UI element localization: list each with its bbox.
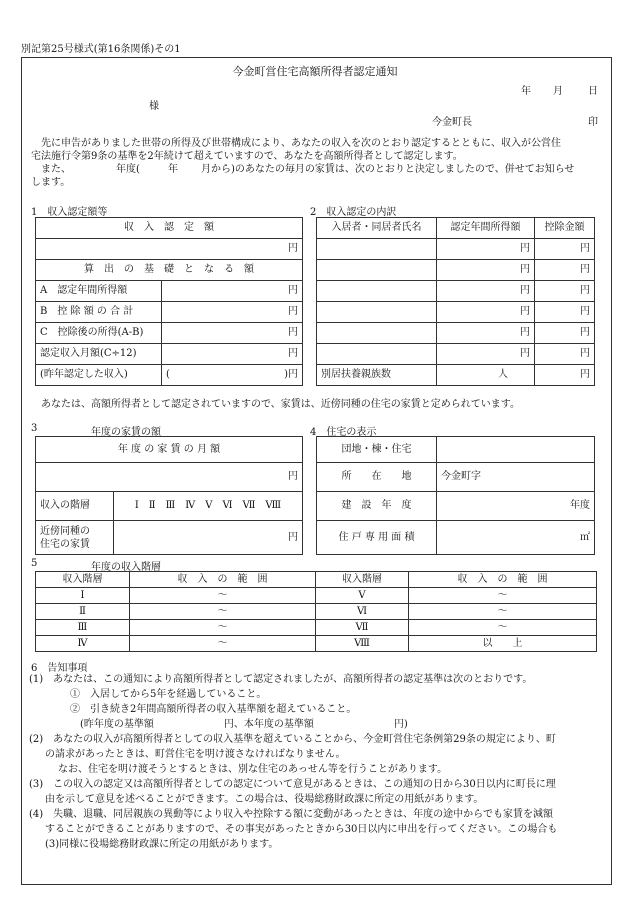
separate-dependents-count: 人 [437, 365, 535, 386]
range-cell: ～ [409, 588, 597, 604]
date-year: 年 [521, 86, 531, 97]
breakdown-deduction: 円 [535, 281, 595, 302]
intro-line-2: 宅法施行令第9条の基準を2年続けて超えていますので、あなたを高額所得者として認定します。 [31, 151, 463, 162]
notice-3-a: (3) この収入の認定又は高額所得者としての認定について意見があるときは、この通知の日から30日以内に町長に理 [29, 779, 556, 790]
income-certification-table [35, 217, 303, 386]
intro-line-3c: 年 [168, 164, 178, 175]
prev-close-paren: )円 [284, 369, 298, 380]
income-total-cell: 円 [36, 239, 303, 260]
breakdown-income: 円 [437, 260, 535, 281]
built-year-value: 年度 [437, 492, 595, 521]
intro-line-3a: また、 [41, 164, 71, 175]
class-cell: Ⅲ [36, 620, 130, 636]
class-cell: Ⅱ [36, 604, 130, 620]
intro-line-1: 先に申告がありました世帯の所得及び世帯構成により、あなたの収入を次のとおり認定するとともに、収入が公営住 [41, 138, 561, 149]
separate-dependents-label: 別居扶養親族数 [317, 365, 437, 386]
class-header-left: 収入階層 [36, 572, 130, 588]
col-deduction-header: 控除金額 [535, 218, 595, 239]
section-6-title: 6 告知事項 [31, 663, 88, 674]
breakdown-name [317, 323, 437, 344]
income-class-table [35, 571, 597, 652]
notice-3-b: 由を示して意見を述べることができます。この場合は、役場総務財政課に所定の用紙があります。 [45, 794, 484, 805]
range-header-left: 収 入 の 範 囲 [130, 572, 316, 588]
notice-4-a: (4) 失職、退職、同居親族の異動等により収入や控除する額に変動があったときは、年度の途中からでも家賃を減額 [29, 809, 553, 820]
section-5-number: 5 [31, 558, 38, 569]
range-header-right: 収 入 の 範 囲 [409, 572, 597, 588]
class-header-right: 収入階層 [316, 572, 409, 588]
seal-mark: 印 [588, 117, 598, 128]
location-label: 所 在 地 [317, 463, 437, 492]
notice-1: (1) あなたは、この通知により高額所得者として認定されましたが、高額所得者の認定基準は次のとおりです。 [29, 674, 533, 685]
section-4-title: 4 住宅の表示 [310, 427, 377, 438]
complex-label: 団地・棟・住宅 [317, 437, 437, 463]
high-income-notice: あなたは、高額所得者として認定されていますので、家賃は、近傍同種の住宅の家賃と定められています。 [41, 399, 520, 410]
section-3-number: 3 [31, 423, 38, 434]
class-cell: Ⅴ [316, 588, 409, 604]
issuer-name: 今金町長 [432, 117, 472, 128]
breakdown-deduction: 円 [535, 344, 595, 365]
breakdown-deduction: 円 [535, 260, 595, 281]
range-cell: ～ [130, 604, 316, 620]
range-cell: 以 上 [409, 636, 597, 652]
nearby-rent-line-1: 近傍同種の [40, 525, 90, 537]
income-class-options: Ⅰ Ⅱ Ⅲ Ⅳ Ⅴ Ⅵ Ⅶ Ⅷ [114, 492, 303, 521]
date-day: 日 [588, 86, 598, 97]
nearby-rent-label [36, 521, 114, 555]
notice-1-a: ① 入居してから5年を経過していること。 [70, 689, 267, 700]
rent-amount-table [35, 436, 303, 555]
rent-monthly-value: 円 [36, 463, 303, 492]
range-cell: ～ [130, 636, 316, 652]
notice-4-b: することができることがありますので、その事実があったときから30日以内に申出を行ってください。この場合も [45, 824, 558, 835]
breakdown-income: 円 [437, 239, 535, 260]
row-c-value: 円 [162, 323, 303, 344]
row-prev-value [162, 365, 303, 386]
breakdown-name [317, 260, 437, 281]
breakdown-name [317, 302, 437, 323]
section-2-title: 2 収入認定の内訳 [310, 207, 397, 218]
class-cell: Ⅶ [316, 620, 409, 636]
basis-header: 算 出 の 基 礎 と な る 額 [36, 260, 303, 281]
row-c-label: C 控除後の所得(A-B) [36, 323, 162, 344]
built-year-label: 建 設 年 度 [317, 492, 437, 521]
breakdown-name [317, 281, 437, 302]
class-cell: Ⅰ [36, 588, 130, 604]
breakdown-income: 円 [437, 281, 535, 302]
breakdown-income: 円 [437, 344, 535, 365]
breakdown-income: 円 [437, 323, 535, 344]
floor-area-value: ㎡ [437, 521, 595, 555]
income-class-label: 収入の階層 [36, 492, 114, 521]
class-cell: Ⅵ [316, 604, 409, 620]
row-b-label: B 控 除 額 の 合 計 [36, 302, 162, 323]
notice-1-b: ② 引き続き2年間高額所得者の収入基準額を超えていること。 [70, 704, 357, 715]
intro-line-3d: 月から)のあなたの毎月の家賃は、次のとおりと決定しましたので、併せてお知らせ [201, 164, 575, 175]
notice-2-c: なお、住宅を明け渡そうとするときは、別な住宅のあっせん等を行うことがあります。 [58, 764, 448, 775]
col-income-header: 認定年間所得額 [437, 218, 535, 239]
intro-line-3b: 年度( [116, 164, 140, 175]
range-cell: ～ [409, 620, 597, 636]
col-name-header: 入居者・同居者氏名 [317, 218, 437, 239]
breakdown-deduction: 円 [535, 323, 595, 344]
section-3-title: 年度の家賃の額 [91, 427, 161, 438]
class-cell: Ⅳ [36, 636, 130, 652]
notice-2-a: (2) あなたの収入が高額所得者としての収入基準を超えていることから、今金町営住宅条例第29条の規定により、町 [29, 734, 556, 745]
range-cell: ～ [130, 588, 316, 604]
recipient-suffix: 様 [149, 101, 159, 112]
row-b-value: 円 [162, 302, 303, 323]
income-breakdown-table [316, 217, 595, 386]
prev-open-paren: ( [166, 369, 170, 380]
intro-line-4: します。 [31, 177, 71, 188]
housing-info-table [316, 436, 595, 555]
range-cell: ～ [409, 604, 597, 620]
class-cell: Ⅷ [316, 636, 409, 652]
form-id: 別記第25号様式(第16条関係)その1 [21, 44, 181, 55]
income-header: 収 入 認 定 額 [36, 218, 303, 239]
range-cell: ～ [130, 620, 316, 636]
row-monthly-label: 認定収入月額(C÷12) [36, 344, 162, 365]
nearby-rent-line-2: 住宅の家賃 [40, 538, 90, 550]
rent-header: 年 度 の 家 賃 の 月 額 [36, 437, 303, 463]
breakdown-name [317, 239, 437, 260]
page-title: 今金町営住宅高額所得者認定通知 [232, 65, 398, 78]
date-month: 月 [553, 86, 563, 97]
complex-value [437, 437, 595, 463]
notice-1-c: (昨年度の基準額 円、本年度の基準額 円) [80, 719, 408, 730]
separate-dependents-amount: 円 [535, 365, 595, 386]
breakdown-deduction: 円 [535, 239, 595, 260]
nearby-rent-value: 円 [114, 521, 303, 555]
row-monthly-value: 円 [162, 344, 303, 365]
notice-2-b: の請求があったときは、町営住宅を明け渡さなければなりません。 [45, 749, 346, 760]
breakdown-income: 円 [437, 302, 535, 323]
section-1-title: 1 収入認定額等 [31, 207, 108, 218]
breakdown-deduction: 円 [535, 302, 595, 323]
row-prev-label: (昨年認定した収入) [36, 365, 162, 386]
notice-4-c: (3)同様に役場総務財政課に所定の用紙があります。 [45, 839, 279, 850]
row-a-label: A 認定年間所得額 [36, 281, 162, 302]
location-value: 今金町字 [437, 463, 595, 492]
breakdown-name [317, 344, 437, 365]
floor-area-label: 住 戸 専 用 面 積 [317, 521, 437, 555]
section-5-title: 年度の収入階層 [91, 562, 161, 573]
row-a-value: 円 [162, 281, 303, 302]
